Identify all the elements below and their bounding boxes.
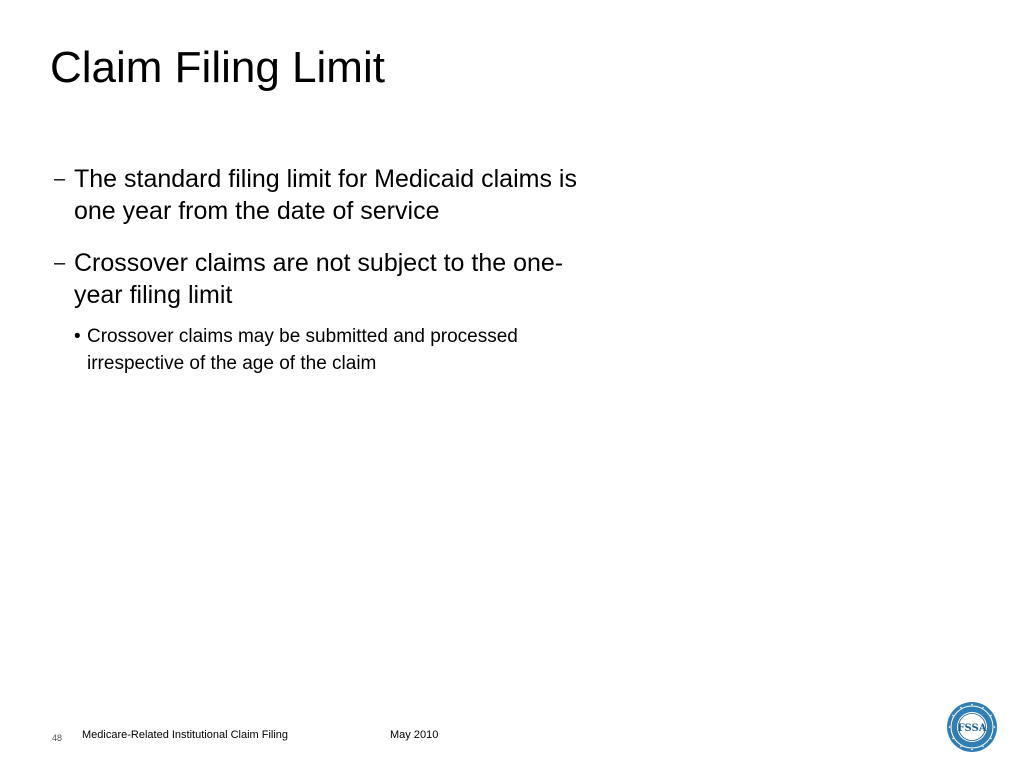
footer-date: May 2010 [390,729,439,741]
bullet-item [54,247,594,311]
page-number: 48 [52,733,63,743]
sub-bullet-item [74,323,594,377]
dash-marker: – [54,252,66,274]
bullet-text: The standard filing limit for Medicaid claims is one year from the date of service [74,165,577,225]
bullet-text: Crossover claims are not subject to the one-year filing limit [74,249,564,309]
footer-presentation-title: Medicare-Related Institutional Claim Filing [82,729,289,741]
dot-marker: • [74,326,81,347]
bullet-list [54,163,594,377]
fssa-seal-icon [946,701,998,753]
slide-title: Claim Filing Limit [50,43,385,92]
seal-monogram: FSSA [957,723,987,734]
sub-bullet-text: Crossover claims may be submitted and processed irrespective of the age of the claim [87,326,518,374]
dash-marker: – [54,168,66,190]
bullet-item [54,163,594,227]
